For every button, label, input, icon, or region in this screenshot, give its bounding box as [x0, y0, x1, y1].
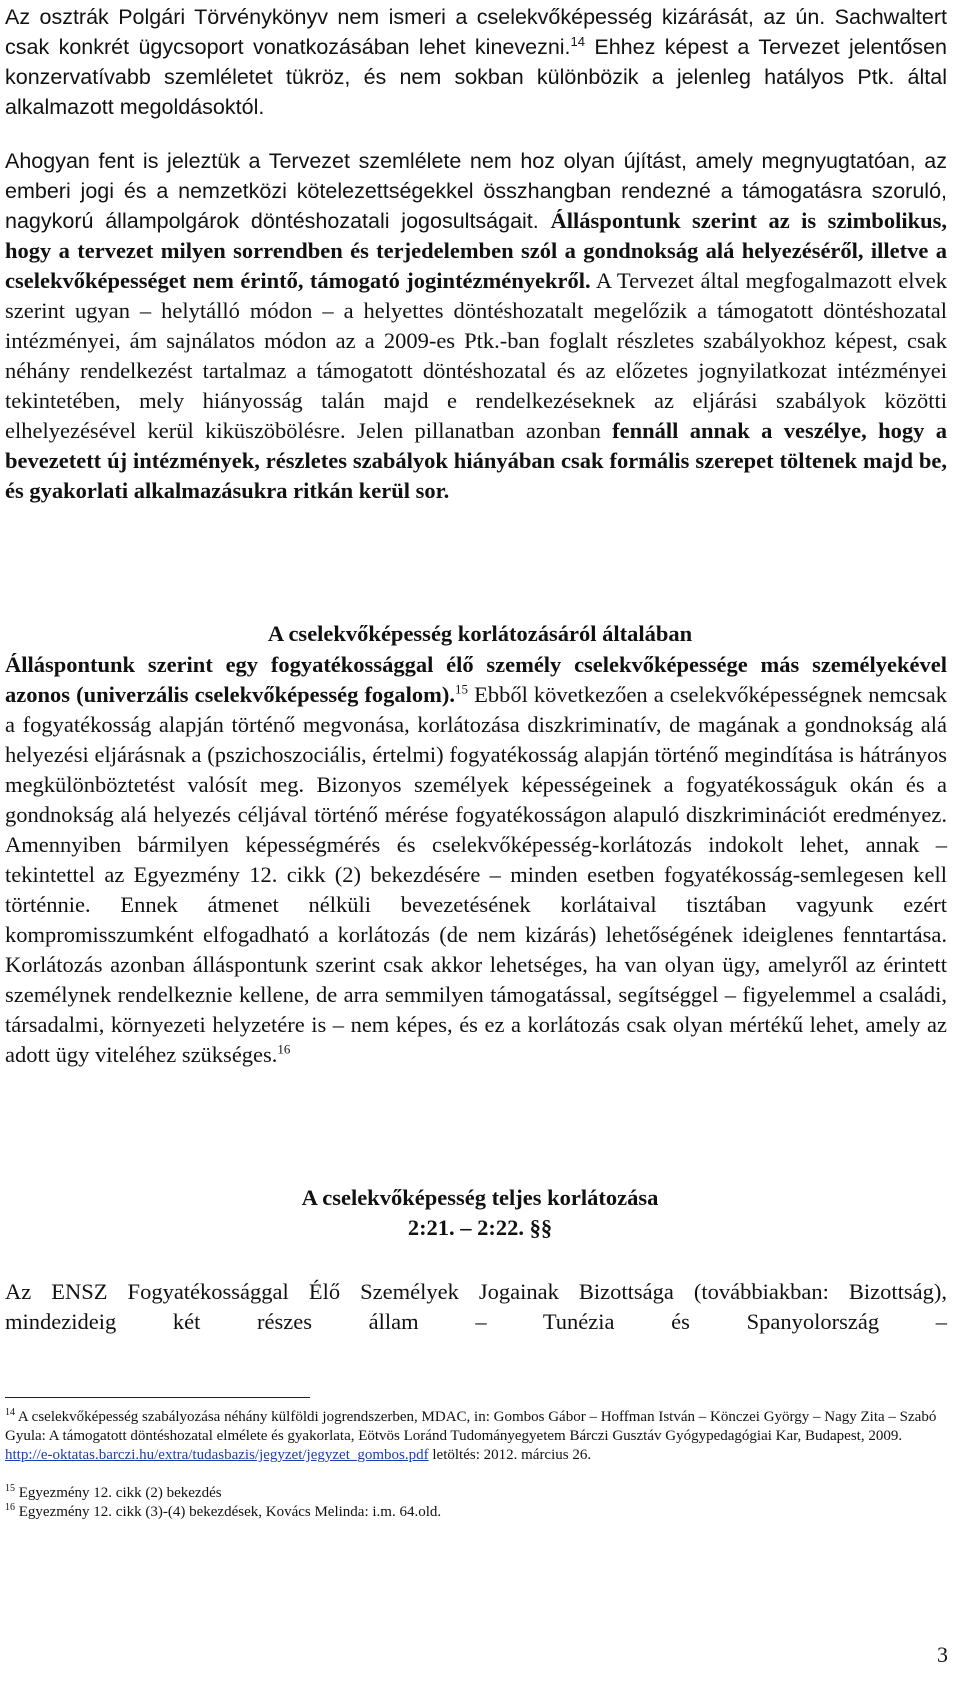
paragraph-text: A Tervezet által megfogalmazott elvek szerint ugyan – helytálló módon – a helyettes döntéshozatalt megelőzik a támogatott döntéshozatal intézményei, ám sajnálatos módon az a 2009-es Ptk.-ban foglalt részletes szabályokhoz képest, csak néhány rendelkezést tartalmaz a támogatott döntéshozatal és az előzetes jognyilatkozat intézményei tekintetében, mely hiányosság talán majd e rendelkezéseknek az eljárási szabályok közötti elhelyezésével kerül kiküszöbölésre. Jelen pillanatban azonban: [5, 268, 947, 443]
paragraph-austrian-civil-code: [5, 2, 947, 122]
paragraph-universal-capacity: [5, 650, 947, 1070]
section-heading-paragraphs: 2:21. – 2:22. §§: [407, 1215, 553, 1240]
footnote-text: Egyezmény 12. cikk (3)-(4) bekezdések, Kovács Melinda: i.m. 64.old.: [15, 1504, 442, 1520]
bold-statement: Álláspontunk szerint az is szimbolikus, hogy a tervezet milyen sorrendben és terjedelemben szól a gondnokság alá helyezéséről, illetve a cselekvőképességet nem érintő, támogató jogintézményekről.: [5, 208, 947, 293]
paragraph-text: Ahogyan fent is jeleztük a Tervezet szemlélete nem hoz olyan újítást, amely megnyugtatóan, az emberi jogi és a nemzetközi kötelezettségekkel összhangban rendezné a támogatásra szoruló, nagykorú állampolgárok döntéshozatali jogosultságait.: [5, 149, 947, 233]
footnote-link[interactable]: http://e-oktatas.barczi.hu/extra/tudasbazis/jegyzet/jegyzet_gombos.pdf: [5, 1447, 429, 1463]
footnote-number: 15: [5, 1483, 15, 1494]
paragraph-text: Ehhez képest a Tervezet jelentősen konzervatívabb szemléletet tükröz, és nem sokban különbözik a jelenleg hatályos Ptk. által alkalmazott megoldásoktól.: [5, 35, 947, 119]
footnote-14: [5, 1408, 950, 1465]
footnote-15: [5, 1484, 950, 1503]
footnote-ref-14[interactable]: 14: [570, 33, 585, 49]
footnote-text: letöltés: 2012. március 26.: [428, 1447, 592, 1463]
footnote-text: Egyezmény 12. cikk (2) bekezdés: [15, 1485, 222, 1501]
footnote-ref-15[interactable]: 15: [455, 681, 469, 697]
footnote-separator: [5, 1397, 310, 1398]
section-heading-general: A cselekvőképesség korlátozásáról általában: [267, 621, 693, 646]
bold-statement: Álláspontunk szerint egy fogyatékossággal élő személy cselekvőképessége más személyekével azonos (univerzális cselekvőképesség fogalom).: [5, 652, 947, 707]
section-heading-full-restriction: A cselekvőképesség teljes korlátozása: [301, 1185, 659, 1210]
footnote-text: A cselekvőképesség szabályozása néhány külföldi jogrendszerben, MDAC, in: Gombos Gábor – Hoffman István – Könczei György – Nagy Zita – Szabó Gyula: A támogatott döntéshozatal elmélete és gyakorlata, Eötvös Loránd Tudományegyetem Bárczi Gusztáv Gyógypedagógiai Kar, Budapest, 2009.: [5, 1409, 937, 1444]
page-number: 3: [937, 1642, 948, 1667]
bold-statement: fennáll annak a veszélye, hogy a bevezetett új intézmények, részletes szabályok hiányában csak formális szerepet töltenek majd be, és gyakorlati alkalmazásukra ritkán kerül sor.: [5, 418, 947, 503]
footnote-16: [5, 1503, 950, 1522]
footnote-number: 14: [5, 1407, 15, 1418]
paragraph-text: Ebből következően a cselekvőképességnek nemcsak a fogyatékosság alapján történő megvonása, korlátozása diszkriminatív, de magának a gondnokság alá helyezési eljárásnak a (pszichoszociális, értelmi) fogyatékosság alapján történő megindítása is hátrányos megkülönböztetést valósít meg. Bizonyos személyek képességeinek a fogyatékosságuk okán és a gondnokság alá helyezés céljával történő mérése fogyatékosságon alapuló diszkriminációt eredményez. Amennyiben bármilyen képességmérés és cselekvőképesség-korlátozás indokolt lehet, annak – tekintettel az Egyezmény 12. cikk (2) bekezdésére – minden esetben fogyatékosság-semlegesen kell történnie. Ennek átmenet nélküli bevezetésének korlátaival tisztában vagyunk ezért kompromisszumként elfogadható a korlátozás (de nem kizárás) lehetőségének ideiglenes fenntartása. Korlátozás azonban álláspontunk szerint csak akkor lehetséges, ha van olyan ügy, amelyről az érintett személynek rendelkeznie kellene, de arra semmilyen támogatással, segítséggel – figyelemmel a családi, társadalmi, környezeti helyzetére is – nem képes, és ez a korlátozás csak olyan mértékű lehet, amely az adott ügy viteléhez szükséges.: [5, 682, 947, 1067]
paragraph-draft-approach: [5, 146, 947, 506]
footnote-ref-16[interactable]: 16: [277, 1041, 291, 1057]
paragraph-un-committee: Az ENSZ Fogyatékossággal Élő Személyek Jogainak Bizottsága (továbbiakban: Bizottság), mindezideig két részes állam – Tunézia és Spanyolország –: [5, 1279, 947, 1334]
paragraph-text: Az osztrák Polgári Törvénykönyv nem ismeri a cselekvőképesség kizárását, az ún. Sachwaltert csak konkrét ügycsoport vonatkozásában lehet kinevezni.: [5, 5, 947, 59]
footnote-number: 16: [5, 1502, 15, 1513]
